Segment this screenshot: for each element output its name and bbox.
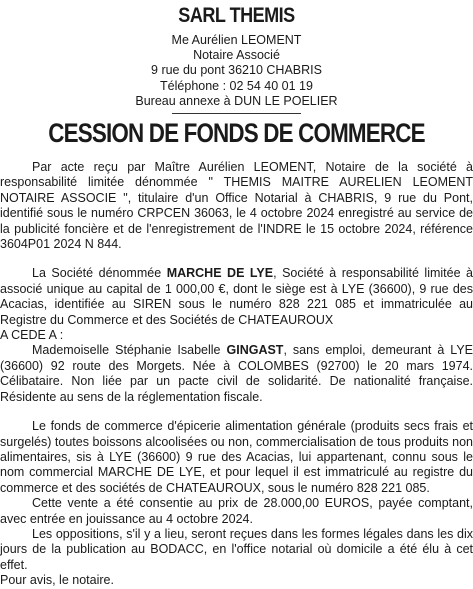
buyer-details: , sans emploi, demeurant à LYE (36600) 92 route des Morgets. Née à COLOMBES (92700) le 20 mars 1974. Célibataire. Non liée par un pacte civil de solidarité. De nationalité française. Résidente au sens de la réglementation fiscale. bbox=[0, 343, 473, 404]
paragraph-signoff: Pour avis, le notaire. bbox=[0, 573, 114, 588]
notary-contact-block bbox=[0, 33, 473, 109]
seller-name: MARCHE DE LYE bbox=[166, 266, 274, 281]
paragraph-oppositions: Les oppositions, s'il y a lieu, seront reçues dans les formes légales dans les dix jours de la publication au BODACC, en l'office notarial où domicile a été élu à cet effet. bbox=[0, 526, 473, 572]
paragraph-seller bbox=[0, 266, 473, 328]
paragraph-sold-to: A CEDE A : bbox=[0, 328, 64, 343]
notary-title: Notaire Associé bbox=[193, 48, 280, 63]
notary-name: Me Aurélien LEOMENT bbox=[171, 33, 302, 47]
buyer-name: GINGAST bbox=[226, 343, 284, 358]
notary-phone: Téléphone : 02 54 40 01 19 bbox=[160, 78, 313, 93]
company-name: SARL THEMIS bbox=[178, 4, 295, 27]
paragraph-deed: Par acte reçu par Maître Aurélien LEOMENT, Notaire de la société à responsabilité limitée dénommée " THEMIS MAITRE AURELIEN LEOMENT NOTAIRE ASSOCIE ", titulaire d'un Office Notarial à CHABRIS, 9 rue du Pont, identifié sous le numéro CRPCEN 36063, le 4 octobre 2024 enregistré au service de la publicité foncière et de l'enregistrement de l'INDRE le 15 octobre 2024, référence 3604P01 2024 N 844. bbox=[0, 160, 473, 252]
buyer-intro: Mademoiselle Stéphanie Isabelle bbox=[32, 343, 227, 358]
notice-body bbox=[0, 160, 473, 589]
seller-intro: La Société dénommée bbox=[32, 266, 167, 281]
paragraph-buyer bbox=[0, 343, 473, 405]
seller-details: , Société à responsabilité limitée à associé unique au capital de 1 000,00 €, dont le siège est à LYE (36600), 9 rue des Acacias, identifiée au SIREN sous le numéro 828 221 085 et immatriculée au Registre du Commerce et des Sociétés de CHATEAUROUX bbox=[0, 266, 473, 327]
annex-office: Bureau annexe à DUN LE POELIER bbox=[135, 93, 338, 108]
paragraph-price: Cette vente a été consentie au prix de 28.000,00 EUROS, payée comptant, avec entrée en jouissance au 4 octobre 2024. bbox=[0, 496, 473, 526]
paragraph-business: Le fonds de commerce d'épicerie alimentation générale (produits secs frais et surgelés) toutes boissons alcoolisées ou non, commercialisation de tous produits non alimentaires, sis à LYE (36600) 9 rue des Acacias, lui appartenant, connu sous le nom commercial MARCHE DE LYE, et pour lequel il est immatriculé au registre du commerce et des sociétés de CHATEAUROUX, sous le numéro 828 221 085. bbox=[0, 419, 473, 495]
notary-address: 9 rue du pont 36210 CHABRIS bbox=[151, 63, 322, 78]
notice-title: CESSION DE FONDS DE COMMERCE bbox=[48, 118, 425, 148]
header-divider bbox=[172, 113, 301, 114]
